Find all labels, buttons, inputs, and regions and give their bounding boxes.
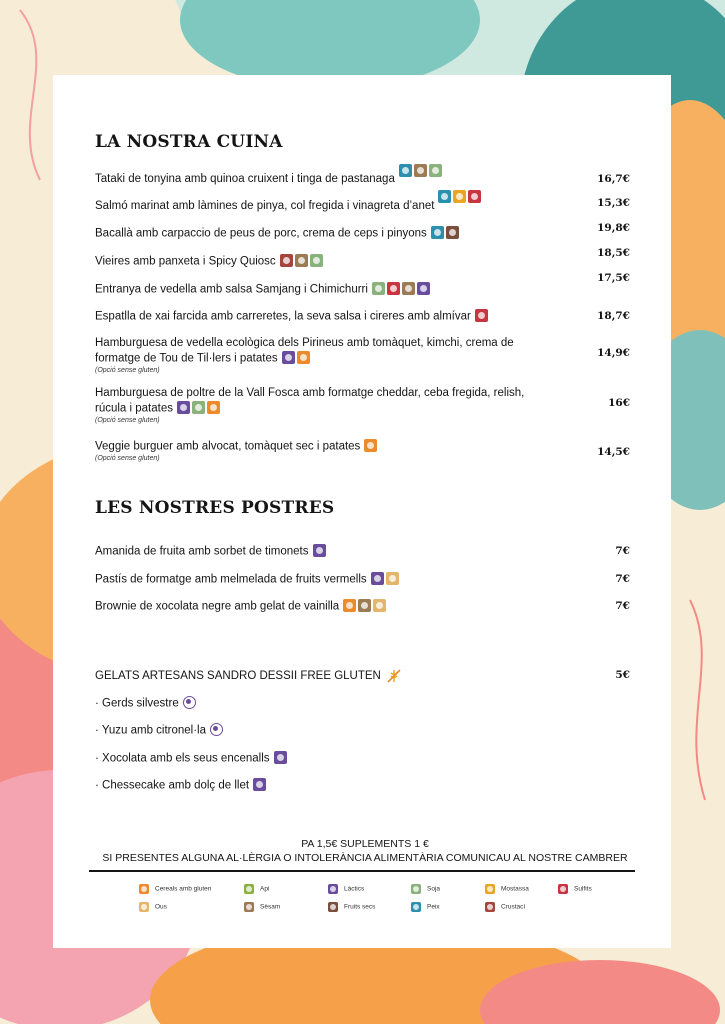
allergen-icons: [364, 439, 379, 454]
item-price: 18,7€: [597, 310, 630, 322]
allergen-icons: [183, 696, 198, 711]
egg-icon: [386, 572, 399, 585]
gluten-free-icon: [210, 723, 223, 736]
item-name: Salmó marinat amb làmines de pinya, col fregida i vinagreta d’anet: [95, 200, 435, 212]
item-price: 7€: [615, 573, 630, 585]
item-price: 19,8€: [597, 222, 630, 234]
flavour-name: · Xocolata amb els seus encenalls: [95, 752, 270, 765]
dairy-icon: [177, 401, 190, 414]
legend-label: Làctics: [344, 885, 365, 893]
sulphites-icon: [468, 190, 481, 203]
item-price: 7€: [615, 545, 630, 557]
gluten-free-note: (Opció sense gluten): [95, 454, 160, 462]
flavour-name: · Gerds silvestre: [95, 697, 179, 710]
nuts-icon: [446, 226, 459, 239]
soy-icon: [372, 282, 385, 295]
item-price: 16€: [608, 397, 630, 409]
legend-label: Sulfits: [574, 885, 592, 893]
section-title-cuina: LA NOSTRA CUINA: [95, 132, 283, 152]
dairy-icon: [274, 751, 287, 764]
item-price: 16,7€: [597, 173, 630, 185]
flavour-name: · Yuzu amb citronel·la: [95, 724, 207, 737]
item-name: Pastís de formatge amb melmelada de fruits vermells: [95, 573, 367, 586]
gluten-icon: [297, 351, 310, 364]
dairy-icon: [313, 544, 326, 557]
sesame-icon: [414, 164, 427, 177]
sulphites-icon: [475, 309, 488, 322]
legend-label: Sèsam: [260, 903, 281, 911]
item-name: Brownie de xocolata negre amb gelat de vainilla: [95, 600, 340, 613]
dairy-icon: [253, 778, 266, 791]
legend-item: [485, 902, 525, 913]
allergen-icons: [282, 351, 312, 366]
fish-icon: [411, 902, 421, 912]
gelats-title: GELATS ARTESANS SANDRO DESSII FREE GLUTEN: [95, 670, 381, 683]
crustacean-icon: [485, 902, 495, 912]
sulphites-icon: [558, 884, 568, 894]
legend-item: [328, 884, 364, 895]
nuts-icon: [328, 902, 338, 912]
egg-icon: [373, 599, 386, 612]
soy-icon: [192, 401, 205, 414]
item-price: 15,3€: [597, 197, 630, 209]
fish-icon: [438, 190, 451, 203]
soy-icon: [411, 884, 421, 894]
item-name: Tataki de tonyina amb quinoa cruixent i tinga de pastanaga: [95, 173, 395, 185]
gluten-free-note: (Opció sense gluten): [95, 416, 160, 424]
item-name: Hamburguesa de poltre de la Vall Fosca amb formatge cheddar, ceba fregida, relish, rúcula i patates: [95, 387, 525, 415]
footer-allergy-warning: SI PRESENTES ALGUNA AL·LÈRGIA O INTOLERÀNCIA ALIMENTÀRIA COMUNICAU AL NOSTRE CAMBRER: [102, 852, 628, 864]
sesame-icon: [402, 282, 415, 295]
allergen-icons: [313, 544, 328, 559]
gluten-icon: [343, 599, 356, 612]
section-title-postres: LES NOSTRES POSTRES: [95, 498, 335, 518]
legend-label: Api: [260, 885, 270, 893]
allergen-icons: [372, 282, 432, 297]
allergen-icons: [371, 572, 401, 587]
mustard-icon: [453, 190, 466, 203]
dairy-icon: [282, 351, 295, 364]
item-name: Veggie burguer amb alvocat, tomàquet sec i patates: [95, 440, 361, 453]
item-name: Entranya de vedella amb salsa Samjang i Chimichurri: [95, 283, 368, 296]
legend-item: [411, 884, 440, 895]
legend-label: Fruits secs: [344, 903, 376, 911]
fish-icon: [399, 164, 412, 177]
sesame-icon: [244, 902, 254, 912]
sesame-icon: [358, 599, 371, 612]
celery-icon: [244, 884, 254, 894]
item-price: 18,5€: [597, 247, 630, 259]
sesame-icon: [295, 254, 308, 267]
legend-label: Ous: [155, 903, 167, 911]
allergen-icons: [431, 226, 461, 241]
sulphites-icon: [387, 282, 400, 295]
allergen-icons: [399, 162, 444, 180]
soy-icon: [310, 254, 323, 267]
item-name: Hamburguesa de vedella ecològica dels Pirineus amb tomàquet, kimchi, crema de formatge de Tou de Til·lers i patates: [95, 337, 514, 365]
legend-item: [139, 902, 167, 913]
item-name: Vieires amb panxeta i Spicy Quiosc: [95, 255, 276, 268]
item-name: Espatlla de xai farcida amb carreretes, la seva salsa i cireres amb almívar: [95, 310, 471, 323]
wheat-crossed-icon: [386, 668, 402, 684]
item-price: 7€: [615, 600, 630, 612]
menu-card: [53, 75, 671, 948]
allergen-icons: [253, 778, 268, 793]
gluten-icon: [139, 884, 149, 894]
allergen-icons: [280, 254, 325, 269]
legend-item: [139, 884, 211, 895]
legend-label: Crustací: [501, 903, 526, 911]
fish-icon: [431, 226, 444, 239]
mustard-icon: [485, 884, 495, 894]
gluten-icon: [364, 439, 377, 452]
item-price: 14,9€: [597, 347, 630, 359]
legend-label: Peix: [427, 903, 440, 911]
allergen-icons: [210, 723, 225, 738]
footer-divider: [89, 870, 635, 872]
allergen-icons: [177, 401, 222, 416]
item-price: 14,5€: [597, 446, 630, 458]
legend-item: [558, 884, 592, 895]
legend-item: [244, 902, 280, 913]
allergen-icons: [343, 599, 388, 614]
item-price: 17,5€: [597, 272, 630, 284]
allergen-icons: [475, 309, 490, 324]
footer-prices: PA 1,5€ SUPLEMENTS 1 €: [301, 838, 429, 850]
legend-label: Cereals amb gluten: [155, 885, 212, 893]
item-name: Bacallà amb carpaccio de peus de porc, crema de ceps i pinyons: [95, 227, 427, 240]
legend-item: [244, 884, 269, 895]
legend-item: [411, 902, 440, 913]
gluten-icon: [207, 401, 220, 414]
item-name: Amanida de fruita amb sorbet de timonets: [95, 545, 309, 558]
egg-icon: [139, 902, 149, 912]
legend-label: Mostassa: [501, 885, 529, 893]
gelats-price: 5€: [615, 669, 630, 681]
dairy-icon: [371, 572, 384, 585]
gluten-free-icon: [183, 696, 196, 709]
gluten-free-note: (Opció sense gluten): [95, 366, 160, 374]
allergen-icons: [274, 751, 289, 766]
legend-label: Soja: [427, 885, 441, 893]
legend-item: [328, 902, 375, 913]
flavour-name: · Chessecake amb dolç de llet: [95, 779, 250, 792]
crustacean-icon: [280, 254, 293, 267]
dairy-icon: [328, 884, 338, 894]
soy-icon: [429, 164, 442, 177]
dairy-icon: [417, 282, 430, 295]
legend-item: [485, 884, 529, 895]
allergen-icons: [438, 188, 483, 206]
